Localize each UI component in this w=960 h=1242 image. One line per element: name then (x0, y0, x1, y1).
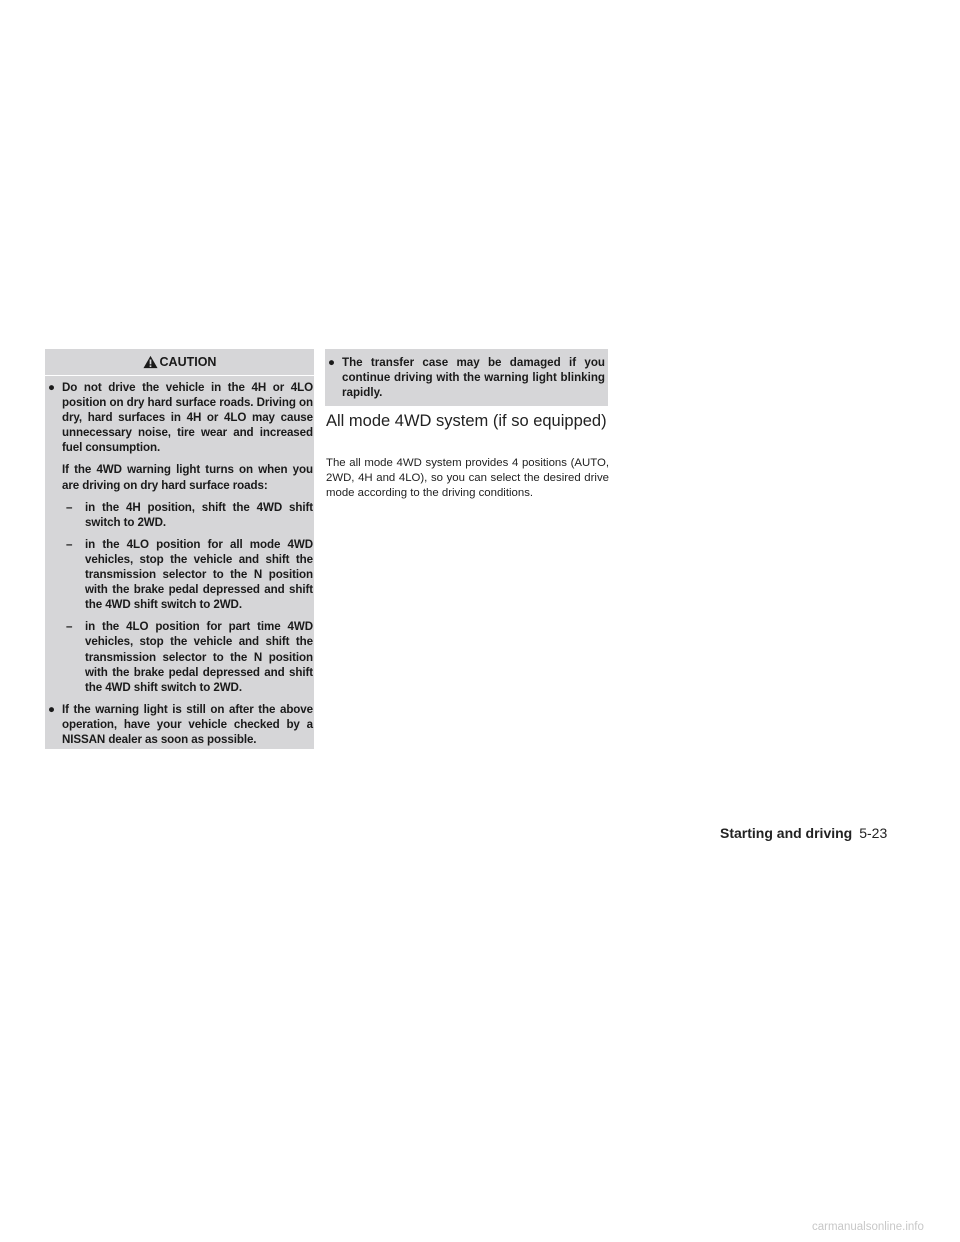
caution-dash-3-text: in the 4LO position for part time 4WD vehicles, stop the vehicle and shift the transmission selector to the N position with the brake pedal depressed and shift the 4WD shift switch to 2WD. (85, 620, 313, 694)
section-body: The all mode 4WD system provides 4 positions (AUTO, 2WD, 4H and 4LO), so you can select the desired drive mode according to the driving conditions. (326, 457, 609, 500)
caution-dash-1 (47, 500, 313, 530)
caution-paragraph: If the 4WD warning light turns on when you are driving on dry hard surface roads: (62, 463, 313, 492)
caution-dash-2 (47, 537, 313, 612)
warning-triangle-icon (143, 355, 158, 369)
bullet-icon: ● (328, 356, 336, 369)
watermark[interactable]: carmanualsonline.info (812, 1221, 924, 1233)
caution-title: CAUTION (159, 355, 217, 369)
caution-header (45, 349, 314, 376)
bullet-icon: ● (48, 702, 55, 716)
page-number: 5-23 (859, 825, 888, 841)
caution-dash-2-text: in the 4LO position for all mode 4WD vehicles, stop the vehicle and shift the transmission selector to the N position with the brake pedal depressed and shift the 4WD shift switch to 2WD. (85, 537, 313, 612)
dash-icon: – (66, 620, 73, 634)
section-heading: All mode 4WD system (if so equipped) (326, 412, 607, 430)
caution-dash-3 (47, 619, 313, 694)
caution-bullet-3 (327, 355, 605, 400)
caution-dash-1-text: in the 4H position, shift the 4WD shift switch to 2WD. (85, 500, 313, 529)
page-footer (720, 825, 920, 841)
caution-bullet-1-text: Do not drive the vehicle in the 4H or 4LO position on dry hard surface roads. Driving on dry, hard surfaces in 4H or 4LO may cause unnecessary noise, tire wear and increased fuel consumption. (62, 381, 313, 455)
footer-section-name: Starting and driving (720, 825, 853, 841)
caution-bullet-3-text: The transfer case may be damaged if you continue driving with the warning light blinking rapidly. (342, 356, 605, 400)
caution-bullet-1 (47, 380, 313, 455)
caution-bullet-2-text: If the warning light is still on after the above operation, have your vehicle checked by a NISSAN dealer as soon as possible. (62, 702, 313, 746)
caution-bullet-2 (47, 702, 313, 747)
dash-icon: – (66, 500, 73, 514)
caution-content-continued (327, 355, 605, 400)
bullet-icon: ● (48, 381, 55, 394)
caution-content (47, 380, 313, 747)
dash-icon: – (66, 537, 73, 551)
